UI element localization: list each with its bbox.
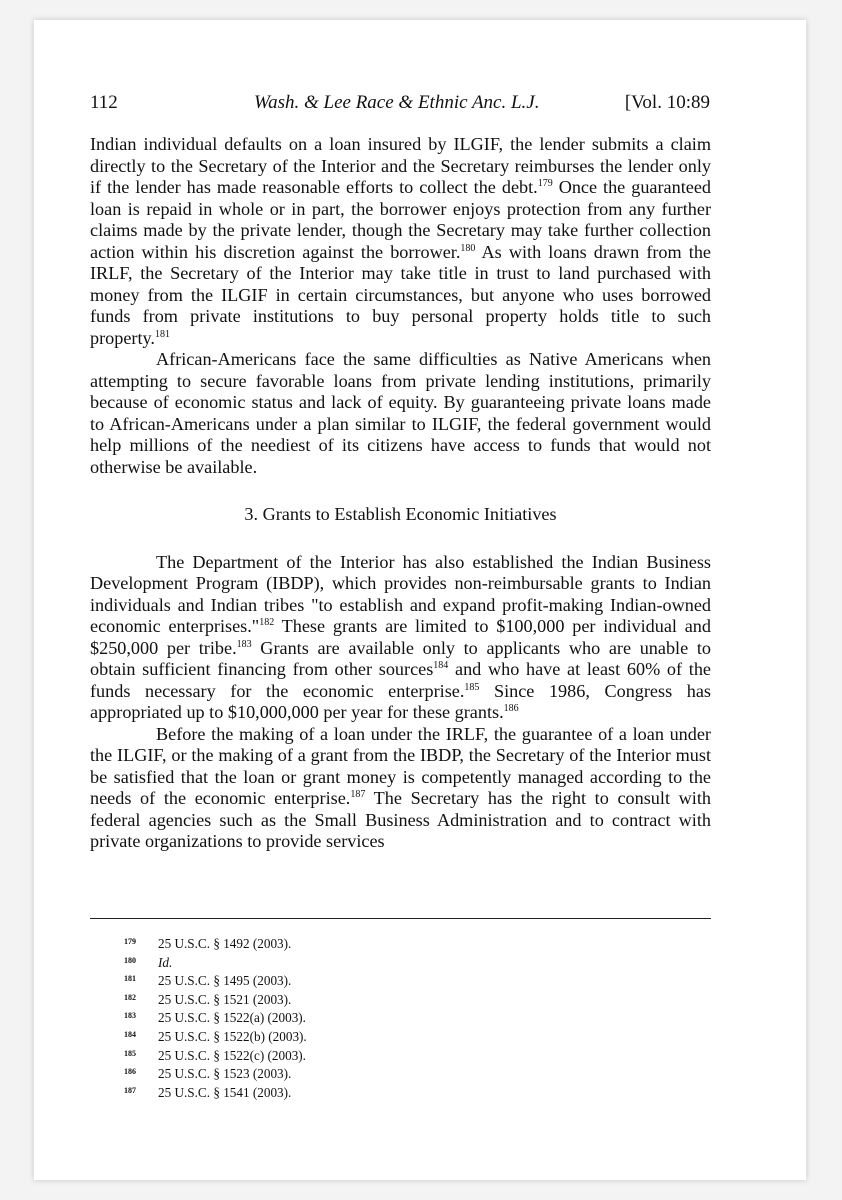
footnote-179: 179 25 U.S.C. § 1492 (2003). bbox=[124, 936, 292, 951]
paragraph-1: Indian individual defaults on a loan insured by ILGIF, the lender submits a claim directly to the Secretary of the Interior and the Secretary reimburses the lender only if the lender has made reasonable efforts to collect the debt.$^{179}$ Once the guaranteed loan is repaid in whole or in part, the borrower enjoys protection from any further claims made by the private lender, though the Secretary may take further collection action within his discretion against the borrower.$^{180}$ As with loans drawn from the IRLF, the Secretary of the Interior may take title in trust to land purchased with money from the ILGIF in certain circumstances, but anyone who uses borrowed funds from private institutions to buy personal property holds title to such property.$^{181}$ bbox=[90, 134, 711, 348]
footnote-ref-184[interactable]: 184 bbox=[433, 660, 449, 671]
footnotes bbox=[124, 934, 307, 1101]
paragraph-3: The Department of the Interior has also established the Indian Business Development Program (IBDP), which provides non-reimbursable grants to Indian individuals and Indian tribes "to establish and expand profit-making Indian-owned economic enterprises."$^{182}$ These grants are limited to $100,000 per individual and $250,000 per tribe.$^{183}$ Grants are available only to applicants who are unable to obtain sufficient financing from other sources$^{184}$ and who have at least 60% of the funds necessary for the economic enterprise.$^{185}$ Since 1986, Congress has appropriated up to $10,000,000 per year for these grants.$^{186}$ bbox=[90, 551, 712, 722]
footnote-ref-187[interactable]: 187 bbox=[350, 789, 366, 800]
footnote-ref-179[interactable]: 179 bbox=[537, 178, 553, 189]
journal-title: Wash. & Lee Race & Ethnic Anc. L.J. bbox=[254, 92, 540, 113]
footnote-ref-180[interactable]: 180 bbox=[460, 242, 476, 254]
paragraph-2: African-Americans face the same difficulties as Native Americans when attempting to secure favorable loans from private lending institutions, primarily because of economic status and lack of equity. By guaranteeing private loans made to African-Americans under a plan similar to ILGIF, the federal government would help millions of the neediest of its citizens have access to funds that would not otherwise be available. bbox=[90, 349, 711, 477]
footnote-187: 187 25 U.S.C. § 1541 (2003). bbox=[124, 1084, 292, 1100]
footnote-ref-182[interactable]: 182 bbox=[259, 617, 275, 628]
volume-citation: [Vol. 10:89 bbox=[624, 92, 710, 113]
footnote-181: 181 25 U.S.C. § 1495 (2003). bbox=[124, 973, 292, 989]
footnote-186: 186 25 U.S.C. § 1523 (2003). bbox=[124, 1066, 292, 1082]
footnote-183: 183 25 U.S.C. § 1522(a) (2003). bbox=[124, 1010, 306, 1026]
section-heading: 3. Grants to Establish Economic Initiatives bbox=[244, 504, 557, 524]
footnote-ref-186[interactable]: 186 bbox=[503, 703, 519, 714]
footnote-185: 185 25 U.S.C. § 1522(c) (2003). bbox=[124, 1047, 306, 1063]
footnote-ref-185[interactable]: 185 bbox=[464, 681, 480, 693]
footnote-180: 180 Id. bbox=[124, 954, 173, 970]
body-text bbox=[90, 134, 711, 853]
footnote-divider bbox=[90, 918, 711, 919]
footnote-182: 182 25 U.S.C. § 1521 (2003). bbox=[124, 991, 292, 1007]
footnote-ref-181[interactable]: 181 bbox=[154, 328, 170, 340]
footnote-184: 184 25 U.S.C. § 1522(b) (2003). bbox=[124, 1028, 307, 1044]
paragraph-4: Before the making of a loan under the IRLF, the guarantee of a loan under the ILGIF, or the making of a grant from the IBDP, the Secretary of the Interior must be satisfied that the loan or grant money is competently managed according to the needs of the economic enterprise.$^{187}$ The Secretary has the right to consult with federal agencies such as the Small Business Administration and to contract with private organizations to provide services bbox=[90, 723, 711, 851]
page-number: 112 bbox=[90, 92, 118, 113]
footnote-ref-183[interactable]: 183 bbox=[236, 638, 252, 650]
